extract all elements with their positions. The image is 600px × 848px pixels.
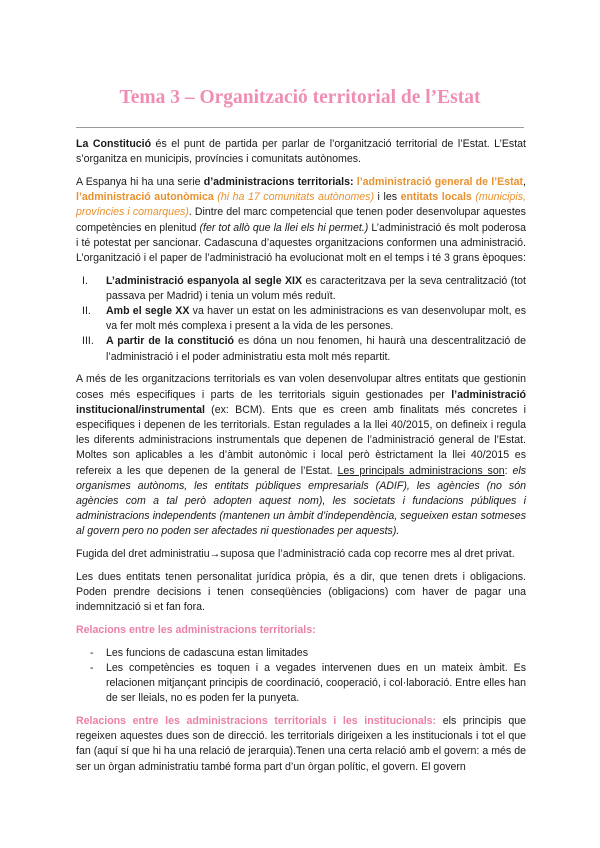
institutional-admin-paragraph xyxy=(76,372,526,539)
text-span: : xyxy=(504,464,513,477)
era-title: Amb el segle XX xyxy=(106,305,190,318)
page-title: Tema 3 – Organització territorial de l’Estat xyxy=(119,87,481,108)
institutional-relations-paragraph xyxy=(76,714,526,775)
intro-paragraph xyxy=(76,137,526,167)
text-span: . Dintre del marc competencial que tenen poder desenvolupar aquestes competències en plenitud xyxy=(76,206,526,234)
text-span: Fugida del dret administratiu xyxy=(76,548,210,561)
bullet-text: Les funcions de cadascuna estan limitades xyxy=(106,646,308,659)
list-text xyxy=(106,274,526,304)
legal-personality-paragraph: Les dues entitats tenen personalitat jurídica pròpia, és a dir, que tenen drets i obligacions. Poden prendre decisions i tenen conseqüències (obligacions) com haver de pagar una indemnització si et fan fora. xyxy=(76,570,526,614)
bullet-text: Les competències es toquen i a vegades intervenen dues en un mateix àmbit. Es relacionen mitjançant principis de coordinació, cooperació, i col·laboració. Entre elles han de ser lleials, no es poden fer la punyeta. xyxy=(106,661,526,705)
relations-list xyxy=(76,646,526,707)
text-span: i les xyxy=(374,191,401,204)
territorial-relations-heading: Relacions entre les administracions territorials: xyxy=(76,623,316,636)
era-text: es caracteritzava per la seva centralització (tot passava per Madrid) i tenia un volum més reduït. xyxy=(106,274,526,302)
list-marker: III. xyxy=(82,335,94,348)
list-item xyxy=(76,334,526,364)
eras-list xyxy=(76,274,526,365)
text-span: A més de les organitzacions territorials es van volen desenvolupar altres entitats que gestionin coses més especifiques i parts de les territorials siguin gestionades per xyxy=(76,373,526,401)
list-text xyxy=(106,334,526,364)
general-state-admin-term: l’administració general de l’Estat xyxy=(353,175,524,188)
intro-text: és el punt de partida per parlar de l’organització territorial de l’Estat. L’Estat s’organitza en municipis, províncies i comunitats autònomes. xyxy=(76,138,526,166)
institutional-relations-heading: Relacions entre les administracions territorials i les institucionals: xyxy=(76,714,437,727)
institutional-admin-term: l’administració institucional/instrumental xyxy=(76,388,526,416)
law-note: (fer tot allò que la llei els hi permet.) xyxy=(199,221,369,234)
principal-admins-list: els organismes autònoms, les entitats públiques empresarials (ADIF), les agències (no són agències com a tal però adopten aquest nom), les societats i fundacions públiques i administracions independents (mantenen un àmbit d’independència, segueixen estan sotmeses al govern pero no poden ser afectades ni questionades per aquests). xyxy=(76,464,526,538)
principal-admins-label: Les principals administracions son xyxy=(337,464,505,477)
era-title: L’administració espanyola al segle XIX xyxy=(106,274,303,287)
local-entities-term: entitats locals xyxy=(400,191,472,204)
constitution-term: La Constitució xyxy=(76,138,152,150)
era-text: va haver un estat on les administracions es van desenvolupar molt, es va fer molt més complexa i present a la vida de les persones. xyxy=(106,305,526,333)
text-span: suposa que l’administració cada cop recorre mes al dret privat. xyxy=(220,548,515,561)
era-title: A partir de la constitució xyxy=(106,335,234,348)
local-entities-note: (municipis, províncies i comarques) xyxy=(76,191,526,219)
text-span: els principis que regeixen aquestes dues son de direcció. les territorials dirigeixen a les institucionals i tot el que fan (aquí sí que hi ha una relació de jerarquia).Tenen una certa relació amb el govern: a més de ser un òrgan administratiu també forma part d’un òrgan polític, el govern. El govern xyxy=(76,714,527,773)
autonomic-note: (hi ha 17 comunitats autònomes) xyxy=(213,191,375,204)
list-marker: I. xyxy=(82,274,88,287)
list-item xyxy=(76,304,526,334)
era-text: es dóna un nou fenomen, hi haurà una descentralització de l’administració i el poder administratiu esta molt més repartit. xyxy=(106,335,526,363)
text-span: L’administració és molt poderosa i té potestat per sancionar. Cadascuna d’aquestes organitzacions conformen una administració. L’organització i el paper de l’administració ha evolucionat molt en el temps i té 3 grans èpoques: xyxy=(76,221,526,264)
text-span: , xyxy=(523,175,526,188)
list-item xyxy=(76,661,526,707)
list-item xyxy=(76,646,526,661)
bullet-marker: - xyxy=(90,661,94,674)
title-divider xyxy=(76,127,524,128)
territorial-admins-paragraph xyxy=(76,175,526,266)
text-span: (ex: BCM). Ents que es creen amb finalitats més concretes i especifiques i depenen de les territorials. Estan regulades a la llei 40/2015, on defineix i regula les diferents administracions instrumentals que depenen de l’administració general de l’Estat. Moltes son aplicables a les d’àmbit autonòmic i local però èstrictament la llei 40/2015 es refereix a les que depenen de la general de l’Estat. xyxy=(76,403,526,477)
arrow-icon: → xyxy=(209,548,221,561)
bullet-marker: - xyxy=(90,646,94,659)
list-item xyxy=(76,274,526,304)
document-body xyxy=(76,137,526,782)
text-span: A Espanya hi ha una serie xyxy=(76,175,204,188)
list-marker: II. xyxy=(82,305,91,318)
territorial-admins-term: d’administracions territorials: xyxy=(203,175,354,188)
private-law-paragraph xyxy=(76,547,526,562)
autonomic-admin-term: l’administració autonòmica xyxy=(76,191,214,204)
list-text xyxy=(106,304,526,334)
